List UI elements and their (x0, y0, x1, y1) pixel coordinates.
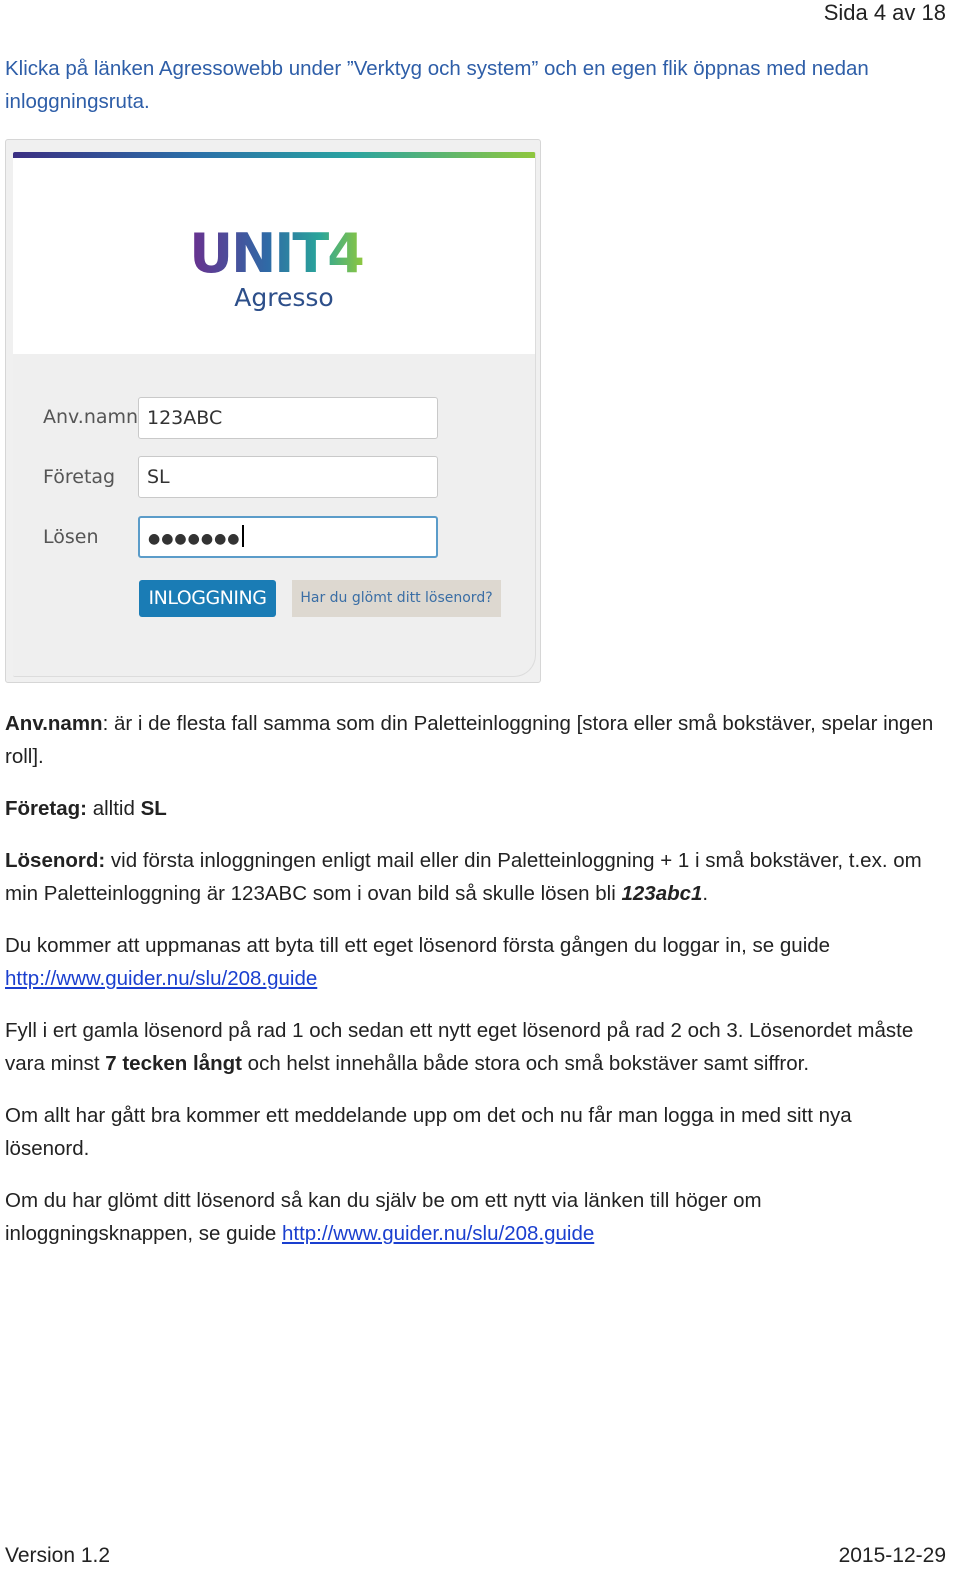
min-length-text: 7 tecken långt (105, 1052, 242, 1075)
paragraph-username (5, 707, 940, 773)
footer-version: Version 1.2 (5, 1544, 111, 1567)
logo-subtitle: Agresso (234, 283, 334, 312)
password-label: Lösen (43, 526, 99, 548)
company-value: SL (140, 797, 167, 820)
logo-area (13, 158, 535, 354)
paragraph-success: Om allt har gått bra kommer ett meddelande upp om det och nu får man logga in med sitt nya lösenord. (5, 1104, 852, 1160)
company-label: Företag (43, 466, 116, 488)
guide-link[interactable]: http://www.guider.nu/slu/208.guide (5, 967, 318, 990)
paragraph-text: : är i de flesta fall samma som din Paletteinloggning [stora eller små bokstäver, spelar ingen roll]. (5, 712, 934, 768)
password-dots: ●●●●●●● (148, 531, 241, 547)
paragraph-text: vid första inloggningen enligt mail eller din Paletteinloggning + 1 i små bokstäver, t.ex. om min Paletteinloggning är 123ABC som i ovan bild så skulle lösen bli (5, 849, 922, 905)
username-label: Anv.namn (43, 406, 139, 428)
login-button[interactable]: INLOGGNING (139, 580, 276, 617)
paragraph-company (5, 792, 940, 825)
password-input[interactable] (138, 516, 438, 558)
paragraph-text: och helst innehålla både stora och små bokstäver samt siffror. (241, 1052, 810, 1075)
paragraph-forgot (5, 1184, 940, 1250)
term-username: Anv.namn (5, 712, 103, 735)
footer-date: 2015-12-29 (838, 1544, 946, 1567)
paragraph-text: Du kommer att uppmanas att byta till ett eget lösenord första gången du loggar in, se guide (5, 934, 831, 957)
term-company: Företag: (5, 797, 87, 820)
guide-link-2[interactable]: http://www.guider.nu/slu/208.guide (281, 1222, 595, 1245)
login-screenshot (5, 139, 541, 683)
term-password: Lösenord: (5, 849, 106, 872)
paragraph-password (5, 844, 940, 910)
paragraph-change-password (5, 929, 940, 995)
text-cursor (242, 525, 244, 547)
company-input[interactable]: SL (138, 456, 438, 498)
unit4-agresso-logo (176, 224, 376, 324)
forgot-password-link[interactable]: Har du glömt ditt lösenord? (292, 580, 501, 617)
paragraph-end: . (702, 882, 709, 905)
logo-text: UNIT4 (189, 224, 363, 285)
paragraph-text: alltid (87, 797, 141, 820)
paragraph-text: Fyll i ert gamla lösenord på rad 1 och sedan ett nytt eget lösenord på rad 2 och 3. Lösenordet måste vara minst (5, 1019, 914, 1075)
example-password: 123abc1 (621, 882, 703, 905)
username-input[interactable]: 123ABC (138, 397, 438, 439)
paragraph-requirements (5, 1014, 940, 1080)
login-panel (13, 152, 536, 677)
page-number: Sida 4 av 18 (823, 0, 946, 25)
paragraph-text: Om du har glömt ditt lösenord så kan du själv be om ett nytt via länken till höger om inloggningsknappen, se guide (5, 1189, 762, 1245)
intro-text: Klicka på länken Agressowebb under ”Verktyg och system” och en egen flik öppnas med nedan inloggningsruta. (5, 57, 869, 113)
